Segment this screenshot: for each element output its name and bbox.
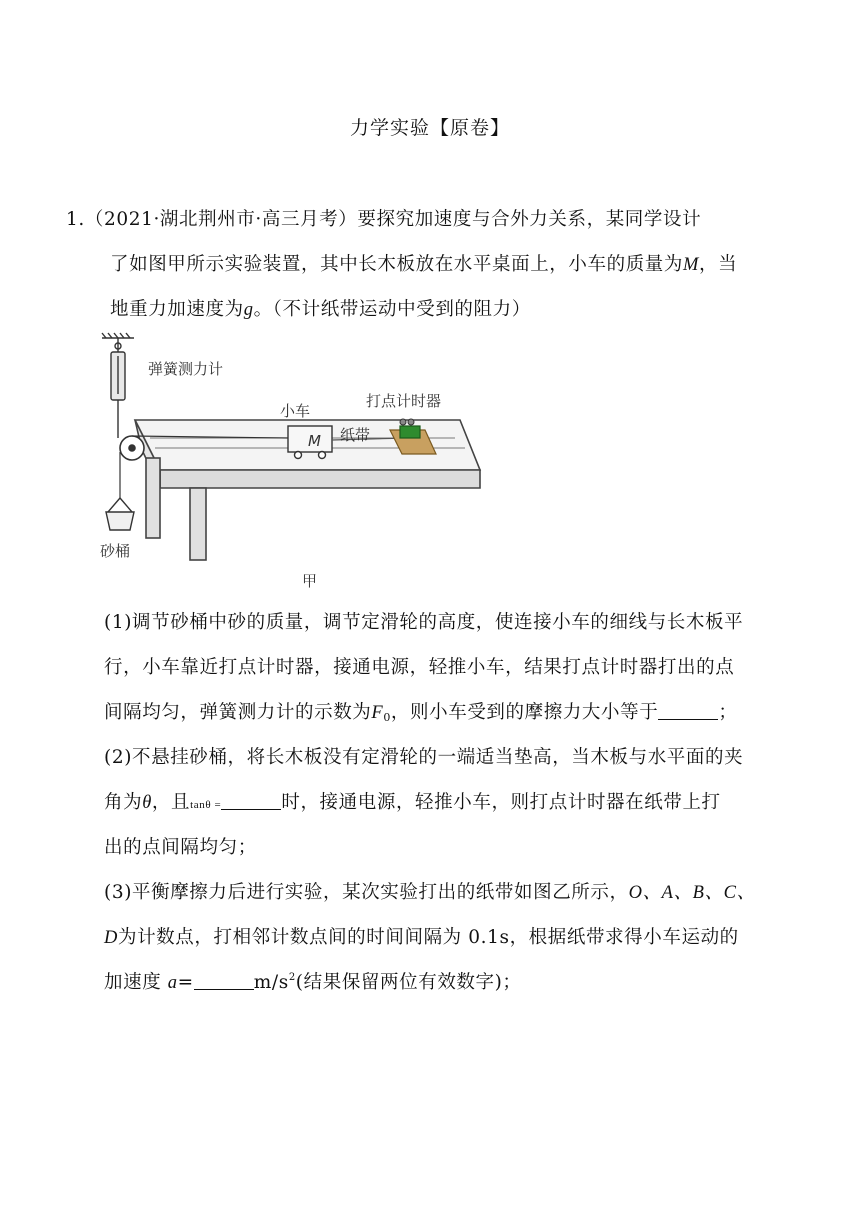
part2-text-b: ，且	[151, 792, 191, 813]
theta-symbol: θ	[142, 793, 152, 813]
question-line-1	[66, 205, 701, 231]
part2-line2	[104, 788, 721, 814]
part3-text-d: (结果保留两位有效数字)；	[295, 972, 522, 993]
bucket-label: 砂桶	[100, 542, 131, 560]
answer-blank-1	[658, 701, 718, 720]
unit: m/s	[253, 972, 289, 993]
part1-text: 间隔均匀，弹簧测力计的示数为	[104, 702, 372, 723]
question-text-3: 地重力加速度为	[110, 299, 244, 320]
question-source: （2021·湖北荆州市·高三月考）	[84, 209, 358, 230]
count-points: O、A、B、C、	[628, 883, 756, 903]
point-d: D	[104, 928, 118, 948]
part3-text: (3)平衡摩擦力后进行实验，某次实验打出的纸带如图乙所示，	[104, 882, 629, 903]
question-text-2b: ，当	[699, 254, 738, 275]
part2-line3: 出的点间隔均匀；	[104, 837, 257, 858]
part2-text-c: 时，接通电源，轻推小车，则打点计时器在纸带上打	[281, 792, 721, 813]
figure-caption: 甲	[302, 572, 318, 590]
g-symbol: g	[243, 300, 254, 320]
force-symbol: F	[371, 703, 384, 723]
part2-line1: (2)不悬挂砂桶，将长木板没有定滑轮的一端适当垫高，当木板与水平面的夹	[104, 747, 744, 768]
cart-mass-label: M	[308, 432, 321, 450]
apparatus-figure	[90, 330, 490, 592]
sand-bucket	[106, 498, 134, 530]
part3-line2	[104, 923, 739, 949]
part3-text-b: 为计数点，打相邻计数点间的时间间隔为 0.1s，根据纸带求得小车运动的	[117, 927, 739, 948]
tape-label: 纸带	[340, 426, 371, 444]
spring-scale-label: 弹簧测力计	[148, 360, 224, 378]
question-text-3b: 。（不计纸带运动中受到的阻力）	[253, 299, 531, 320]
part1-line2: 行，小车靠近打点计时器，接通电源，轻推小车，结果打点计时器打出的点	[104, 657, 735, 678]
part1-end: ；	[718, 702, 738, 723]
cart-label: 小车	[280, 402, 311, 420]
mass-symbol: M	[683, 255, 700, 275]
answer-blank-2	[221, 791, 281, 810]
tan-expression: tanθ =	[190, 799, 222, 811]
part1-text-b: ，则小车受到的摩擦力大小等于	[390, 702, 659, 723]
part2-text: 角为	[104, 792, 143, 813]
part3-text-c: 加速度	[104, 972, 168, 993]
force-subscript: 0	[383, 711, 391, 724]
timer-label: 打点计时器	[366, 392, 442, 410]
question-number: 1.	[66, 209, 85, 230]
page-title: 力学实验【原卷】	[349, 117, 510, 139]
question-line-2	[110, 250, 737, 276]
accel-symbol: a	[167, 973, 178, 993]
question-text-2: 了如图甲所示实验装置，其中长木板放在水平桌面上，小车的质量为	[110, 254, 684, 275]
pulley	[120, 436, 144, 460]
answer-blank-3	[194, 971, 254, 990]
equals-sign: =	[177, 972, 194, 993]
part1-line1: (1)调节砂桶中砂的质量，调节定滑轮的高度，使连接小车的细线与长木板平	[104, 612, 744, 633]
part1-line3	[104, 698, 737, 724]
question-line-3	[110, 295, 531, 321]
part3-line3	[104, 968, 522, 994]
question-text-1: 要探究加速度与合外力关系，某同学设计	[357, 209, 702, 230]
spring-scale	[111, 343, 125, 410]
unit-exponent: 2	[288, 972, 296, 983]
part3-line1	[104, 878, 756, 904]
